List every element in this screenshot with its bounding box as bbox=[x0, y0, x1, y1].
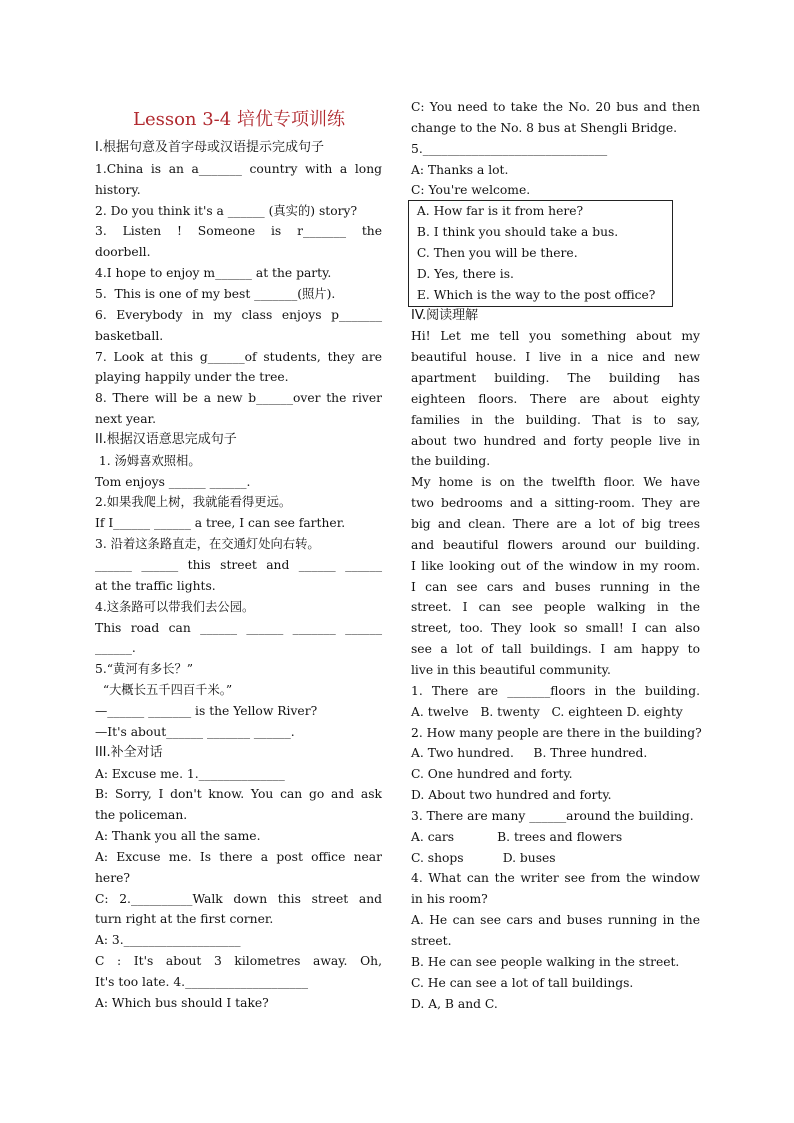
text-line: C: You're welcome. bbox=[411, 183, 531, 198]
text-line: street. bbox=[411, 934, 452, 948]
text-line: B: Sorry, I don't know. You can go and ask bbox=[95, 787, 382, 802]
text-line: B. He can see people walking in the street. bbox=[411, 954, 680, 969]
text-line: A: Excuse me. Is there a post office near bbox=[95, 849, 382, 864]
text-line: turn right at the first corner. bbox=[95, 912, 274, 927]
text-line: I like looking out of the window in my room. bbox=[411, 558, 700, 573]
text-line: A. cars B. trees and flowers bbox=[411, 829, 623, 844]
text-line: C. shops D. buses bbox=[411, 850, 556, 865]
text-line: ______ ______ this street and ______ ______ bbox=[95, 558, 382, 572]
text-line: change to the No. 8 bus at Shengli Bridge. bbox=[411, 120, 678, 135]
text-line: 4.I hope to enjoy m______ at the party. bbox=[95, 266, 332, 281]
text-line: big and clean. There are a lot of big trees bbox=[411, 517, 700, 531]
text-line: street, too. They look so small! I can also bbox=[411, 621, 700, 636]
text-line: D. Yes, there is. bbox=[413, 266, 514, 281]
text-line: families in the building. That is to say, bbox=[411, 412, 700, 427]
text-line: It's too late. 4.____________________ bbox=[95, 975, 309, 989]
text-line: in his room? bbox=[411, 892, 488, 907]
text-line: B. I think you should take a bus. bbox=[413, 225, 619, 240]
text-line: 1. 汤姆喜欢照相。 bbox=[95, 453, 201, 468]
text-line: live in this beautiful community. bbox=[411, 662, 611, 677]
text-line: see a lot of tall buildings. I am happy to bbox=[411, 642, 700, 657]
text-line: C: You need to take the No. 20 bus and then bbox=[411, 100, 700, 114]
text-line: 2.如果我爬上树，我就能看得更远。 bbox=[95, 495, 292, 510]
text-line: C : It's about 3 kilometres away. Oh, bbox=[95, 954, 382, 969]
text-line: If I______ ______ a tree, I can see farther. bbox=[95, 516, 346, 531]
text-line: next year. bbox=[95, 412, 156, 427]
text-line: beautiful house. I live in a nice and new bbox=[411, 350, 700, 365]
text-line: 5. This is one of my best _______(照片). bbox=[95, 286, 336, 301]
text-line: 4. What can the writer see from the window bbox=[411, 871, 700, 886]
text-line: 5.“黄河有多长？” bbox=[95, 662, 194, 677]
text-line: C. He can see a lot of tall buildings. bbox=[411, 975, 634, 990]
text-line: Hi! Let me tell you something about my bbox=[411, 329, 700, 344]
text-line: 2. How many people are there in the building? bbox=[411, 725, 702, 740]
text-line: A: 3.___________________ bbox=[95, 933, 241, 948]
text-line: 3. 沿着这条路直走，在交通灯处向右转。 bbox=[95, 537, 320, 552]
text-line: apartment building. The building has bbox=[411, 371, 700, 386]
text-line: street. I can see people walking in the bbox=[411, 600, 700, 615]
text-line: My home is on the twelfth floor. We have bbox=[411, 475, 700, 490]
section-heading: IV.阅读理解 bbox=[411, 307, 479, 323]
text-line: 4.这条路可以带我们去公园。 bbox=[95, 599, 255, 614]
section-heading: III.补全对话 bbox=[95, 744, 163, 760]
text-line: This road can ______ ______ _______ ______ bbox=[95, 620, 382, 635]
text-line: 3. There are many ______around the building. bbox=[411, 808, 694, 823]
section-heading: I.根据句意及首字母或汉语提示完成句子 bbox=[95, 140, 324, 155]
text-line: A: Excuse me. 1.______________ bbox=[95, 766, 285, 781]
text-line: about two hundred and forty people live in bbox=[411, 433, 700, 448]
section-heading: II.根据汉语意思完成句子 bbox=[95, 431, 237, 447]
text-line: C. Then you will be there. bbox=[413, 245, 578, 260]
text-line: the building. bbox=[411, 454, 491, 469]
text-line: doorbell. bbox=[95, 245, 151, 260]
text-line: 1. There are _______floors in the building. bbox=[411, 683, 700, 698]
text-line: —______ _______ is the Yellow River? bbox=[95, 703, 318, 718]
text-line: C. One hundred and forty. bbox=[411, 767, 573, 782]
text-line: A. Two hundred. B. Three hundred. bbox=[411, 746, 648, 761]
text-line: eighteen floors. There are about eighty bbox=[411, 391, 700, 406]
text-line: ______. bbox=[95, 641, 136, 656]
text-line: —It's about______ _______ ______. bbox=[95, 724, 295, 739]
text-line: I can see cars and buses running in the bbox=[411, 579, 700, 594]
text-line: A: Which bus should I take? bbox=[95, 995, 269, 1010]
text-line: 5.______________________________ bbox=[411, 141, 608, 156]
text-line: A: Thanks a lot. bbox=[411, 162, 509, 177]
text-line: “大概长五千四百千米。” bbox=[95, 683, 233, 698]
text-line: at the traffic lights. bbox=[95, 578, 216, 593]
text-line: A. How far is it from here? bbox=[413, 204, 584, 219]
text-line: E. Which is the way to the post office? bbox=[413, 287, 656, 302]
text-line: 2. Do you think it's a ______ (真实的) story? bbox=[95, 203, 358, 218]
text-line: here? bbox=[95, 870, 130, 885]
text-line: the policeman. bbox=[95, 808, 188, 823]
text-line: and beautiful flowers around our building. bbox=[411, 537, 700, 552]
text-line: 8. There will be a new b______over the river bbox=[95, 391, 382, 406]
text-line: Tom enjoys ______ ______. bbox=[95, 474, 251, 489]
text-line: 6. Everybody in my class enjoys p_______ bbox=[95, 307, 382, 322]
text-line: 1.China is an a_______ country with a long bbox=[95, 161, 382, 176]
page-title: Lesson 3-4 培优专项训练 bbox=[133, 109, 345, 130]
text-line: A. He can see cars and buses running in the bbox=[411, 913, 700, 928]
text-line: D. About two hundred and forty. bbox=[411, 788, 612, 803]
text-line: A. twelve B. twenty C. eighteen D. eighty bbox=[411, 704, 683, 719]
text-line: A: Thank you all the same. bbox=[95, 829, 261, 844]
text-line: 3. Listen ! Someone is r_______ the bbox=[95, 224, 382, 239]
text-line: two bedrooms and a sitting-room. They are bbox=[411, 496, 700, 511]
text-line: C: 2.__________Walk down this street and bbox=[95, 891, 382, 906]
text-line: 7. Look at this g______of students, they are bbox=[95, 349, 382, 364]
text-line: basketball. bbox=[95, 328, 164, 343]
text-line: history. bbox=[95, 182, 141, 197]
text-line: D. A, B and C. bbox=[411, 996, 498, 1011]
text-line: playing happily under the tree. bbox=[95, 370, 289, 385]
